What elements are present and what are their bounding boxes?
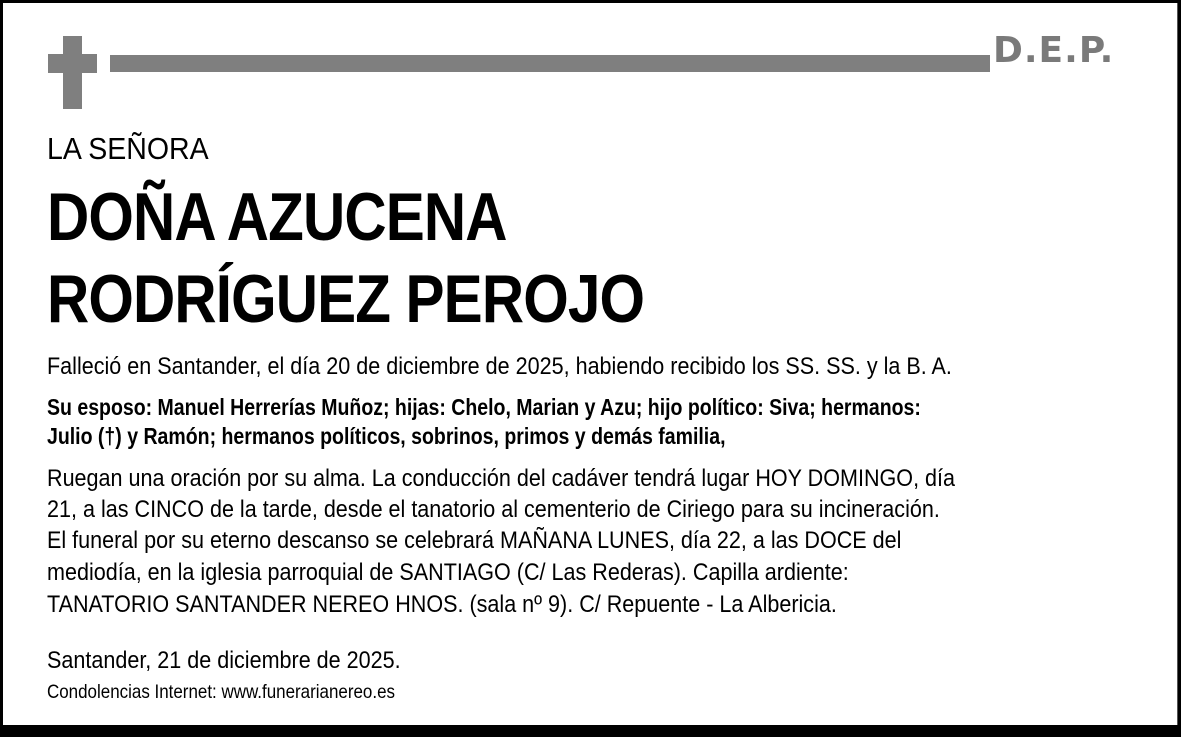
condolences-link[interactable]: Condolencias Internet: www.funerarianereo.es: [47, 681, 395, 703]
family-line-2: Julio (†) y Ramón; hermanos políticos, sobrinos, primos y demás familia,: [47, 423, 726, 449]
ceremony-line: Ruegan una oración por su alma. La conducción del cadáver tendrá lugar HOY DOMINGO, día: [47, 465, 956, 492]
ceremony-line: TANATORIO SANTANDER NEREO HNOS. (sala nº 9). C/ Repuente - La Albericia.: [47, 591, 837, 618]
deceased-name-line-1: DOÑA AZUCENA: [47, 179, 507, 255]
family-line-1: Su esposo: Manuel Herrerías Muñoz; hijas: Chelo, Marian y Azu; hijo político: Siva; hermanos:: [47, 394, 921, 420]
bottom-border: [0, 726, 1181, 737]
honorific: LA SEÑORA: [47, 131, 209, 166]
ceremony-line: El funeral por su eterno descanso se celebrará MAÑANA LUNES, día 22, a las DOCE del: [47, 527, 902, 554]
cross-icon-arm: [48, 54, 97, 73]
ceremony-line: 21, a las CINCO de la tarde, desde el tanatorio al cementerio de Ciriego para su incineración.: [47, 496, 940, 523]
ceremony-line: mediodía, en la iglesia parroquial de SANTIAGO (C/ Las Rederas). Capilla ardiente:: [47, 559, 849, 586]
header-rule: [110, 55, 990, 72]
deceased-name-line-2: RODRÍGUEZ PEROJO: [47, 261, 645, 337]
obituary-card: [3, 3, 1178, 725]
dateline: Santander, 21 de diciembre de 2025.: [47, 647, 401, 674]
dep-label: D.E.P.: [993, 30, 1115, 71]
death-notice: Falleció en Santander, el día 20 de diciembre de 2025, habiendo recibido los SS. SS. y la B. A.: [47, 353, 952, 380]
